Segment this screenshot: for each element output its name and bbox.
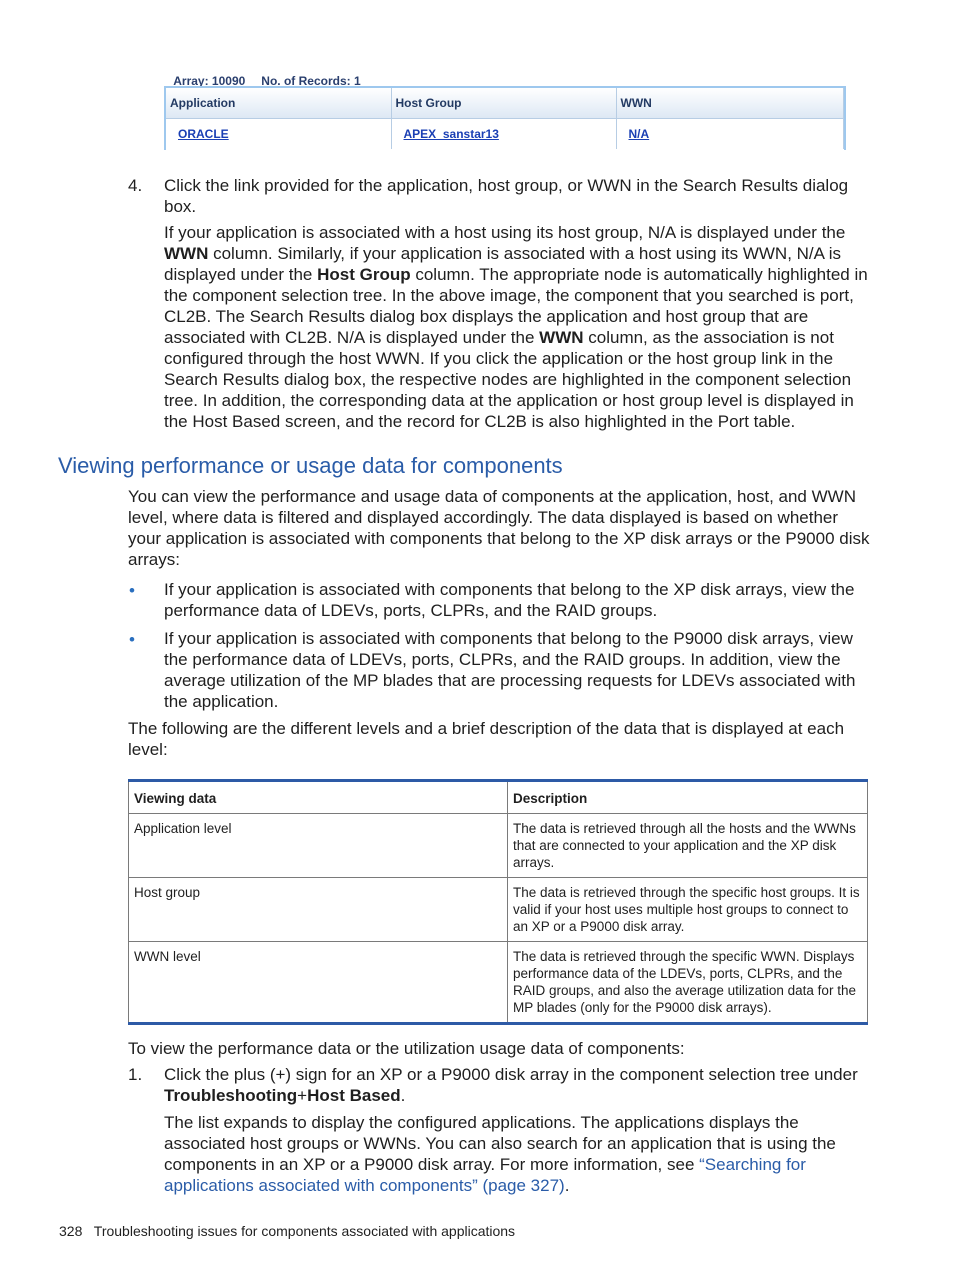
search-results-row <box>166 119 844 150</box>
levels-table <box>128 779 868 1025</box>
array-label: Array: 10090 <box>173 74 246 88</box>
search-results-summary <box>167 60 377 88</box>
step-1-paragraph <box>164 1112 870 1196</box>
page-number: 328 <box>59 1223 83 1239</box>
level-description: The data is retrieved through all the hosts and the WWNs that are connected to your application and the XP disk arrays. <box>508 814 868 878</box>
bold-run: Host Group <box>317 265 411 284</box>
text-run: . <box>400 1086 406 1105</box>
ui-path-troubleshooting: Troubleshooting <box>164 1086 298 1105</box>
cell-host-group <box>391 119 616 150</box>
cell-application <box>166 119 391 150</box>
search-results-header-row <box>166 88 844 119</box>
bullet-item: If your application is associated with components that belong to the XP disk arrays, view the performance data of LDEVs, ports, CLPRs, and the RAID groups. <box>164 580 855 620</box>
bold-run: WWN <box>164 244 209 263</box>
level-name: WWN level <box>129 942 508 1024</box>
application-link[interactable]: ORACLE <box>178 127 229 141</box>
column-header-wwn[interactable]: WWN <box>616 88 844 119</box>
wwn-link[interactable]: N/A <box>628 127 650 141</box>
text-run: + <box>297 1086 308 1105</box>
page-footer <box>59 1223 515 1239</box>
step-4-number: 4. <box>128 176 143 195</box>
step-1-text <box>164 1064 870 1106</box>
table-row <box>129 878 868 942</box>
column-header-application[interactable]: Application <box>166 88 391 119</box>
table-row <box>129 942 868 1024</box>
text-run: If your application is associated with a host using its host group, N/A is displayed under the <box>164 223 846 242</box>
records-label: No. of Records: 1 <box>261 74 361 88</box>
bold-run: WWN <box>539 328 584 347</box>
text-run: . <box>564 1176 570 1195</box>
footer-title: Troubleshooting issues for components associated with applications <box>93 1223 516 1239</box>
step-4-paragraph <box>164 222 870 432</box>
levels-intro: The following are the different levels and a brief description of the data that is displayed at each level: <box>128 719 845 759</box>
cross-reference-link[interactable]: “Searching for applications associated with components” (page 327) <box>164 1155 806 1195</box>
header-viewing-data: Viewing data <box>129 781 508 814</box>
bullet-marker: • <box>129 630 135 649</box>
column-header-host-group[interactable]: Host Group <box>391 88 616 119</box>
text-run: column. The appropriate node is automatically highlighted in the component selection tree. In the above image, the component that you searched is port, CL2B. The Search Results dialog box displays the application and host group that are associated with CL2B. N/A is displayed under the <box>164 265 868 347</box>
levels-header-row <box>129 781 868 814</box>
cell-wwn <box>616 119 844 150</box>
text-run: column, as the association is not configured through the host WWN. If you click the application or the host group link in the Search Results dialog box, the respective nodes are highlighted in the component selection tree. In addition, the corresponding data at the application or host group level is displayed in the Host Based screen, and the record for CL2B is also highlighted in the Port table. <box>164 328 854 431</box>
text-run: The list expands to display the configured applications. The applications displays the associated host groups or WWNs. You can also search for an application that is using the components in an XP or a P9000 disk array. For more information, see <box>164 1113 836 1174</box>
bullet-item: If your application is associated with components that belong to the P9000 disk arrays, view the performance data of LDEVs, ports, CLPRs, and the RAID groups. In addition, view the average utilization of the MP blades that are processing requests for LDEVs associated with the application. <box>164 629 856 711</box>
level-description: The data is retrieved through the specific WWN. Displays performance data of the LDEVs, ports, CLPRs, and the RAID groups, and also the average utilization data for the MP blades (only for the P9000 disk arrays). <box>508 942 868 1024</box>
bullet-marker: • <box>129 581 135 600</box>
host-group-link[interactable]: APEX_sanstar13 <box>403 127 499 141</box>
level-description: The data is retrieved through the specific host groups. It is valid if your host uses multiple host groups to connect to an XP or a P9000 disk array. <box>508 878 868 942</box>
section-intro: You can view the performance and usage data of components at the application, host, and WWN level, where data is filtered and displayed accordingly. The data displayed is based on whether your application is associated with components that belong to the XP disk arrays or the P9000 disk arrays: <box>128 487 870 569</box>
search-results-table <box>164 86 846 150</box>
procedure-intro: To view the performance data or the utilization usage data of components: <box>128 1039 685 1058</box>
step-1-number: 1. <box>128 1065 143 1084</box>
step-4-text: Click the link provided for the application, host group, or WWN in the Search Results dialog box. <box>164 176 849 216</box>
table-row <box>129 814 868 878</box>
level-name: Host group <box>129 878 508 942</box>
level-name: Application level <box>129 814 508 878</box>
text-run: Click the plus (+) sign for an XP or a P9000 disk array in the component selection tree under <box>164 1065 858 1084</box>
header-description: Description <box>508 781 868 814</box>
ui-path-host-based: Host Based <box>307 1086 401 1105</box>
text-run: column. Similarly, if your application is associated with a host using its WWN, N/A is displayed under the <box>164 244 842 284</box>
section-heading: Viewing performance or usage data for components <box>58 453 563 478</box>
